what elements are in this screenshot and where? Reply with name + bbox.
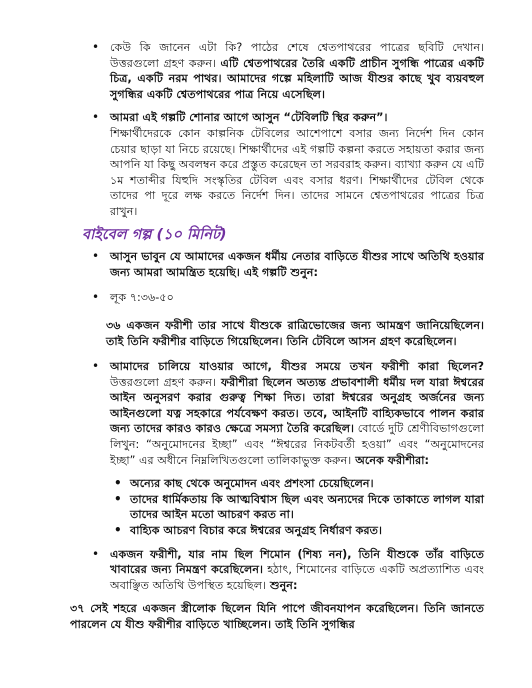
list-item: • অন্যের কাছ থেকে অনুমোদন এবং প্রশংসা চেয়েছিলেন। xyxy=(114,476,374,491)
bullet-icon: • xyxy=(92,359,100,374)
bullet-alabaster-question xyxy=(84,40,484,102)
bullet-icon: • xyxy=(92,290,100,305)
bullet-intro xyxy=(84,249,484,280)
paragraph: একজন ফরীশী, যার নাম ছিল শিমোন (শিষ্য নন), তিনি যীশুকে তাঁর বাড়িতে খাবারের জন্য নিমন্ত্রণ করেছিলেন। হঠাৎ, শিমোনের বাড়িতে একটি অপ্রত্যাশিত এবং অবাঞ্ছিত অতিথি উপস্থিত হয়েছিল। শুনুন: xyxy=(110,547,484,592)
paragraph: আমরা এই গল্পটি শোনার আগে আসুন “টেবিলটি স্থির করুন”। শিক্ষার্থীদেরকে কোন কাল্পনিক টেবিলের আশেপাশে বসার জন্য নির্দেশ দিন কোন চেয়ার ছাড়া যা নিচে রয়েছে। শিক্ষার্থীদের এই গল্পটি কল্পনা করতে সহায়তা করার জন্য আপনি যা কিছু অবলম্বন করে প্রস্তুত করেছেন তা সরবরাহ করুন। ব্যাখ্যা করুন যে এটি ১ম শতাব্দীর যিহুদি সংস্কৃতির টেবিল এবং বসার ধরণ। শিক্ষার্থীদের টেবিল থেকে তাদের পা দূরে লক্ষ করতে নির্দেশ দিন। তাদের সামনে শ্বেতপাথরের পাত্রের চিত্র রাখুন। xyxy=(110,111,484,218)
bullet-pharisees xyxy=(84,359,484,468)
bullet-scripture-reference xyxy=(84,290,484,306)
bullet-icon: • xyxy=(92,249,100,264)
bullet-icon: • xyxy=(92,40,100,54)
bullet-icon: • xyxy=(92,110,100,125)
verse-37: ৩৭ সেই শহরে একজন স্ত্রীলোক ছিলেন যিনি পাপে জীবনযাপন করেছিলেন। তিনি জানতে পারলেন যে যীশু ফরীশীর বাড়িতে খাচ্ছিলেন। তাই তিনি সুগন্ধির xyxy=(70,602,484,631)
bullet-icon: • xyxy=(92,546,100,561)
bullet-icon: • xyxy=(114,476,122,491)
pharisee-traits-list xyxy=(110,476,484,538)
bullet-icon: • xyxy=(114,523,122,538)
list-item: • তাদের ধার্মিকতায় কি আত্মবিশ্বাস ছিল এবং অন্যদের দিকে তাকাতে লাগল যারা তাদের আইন মতো আচরণ করত না। xyxy=(114,491,484,522)
paragraph: কেউ কি জানেন এটা কি? পাঠের শেষে শ্বেতপাথরের পাত্রের ছবিটি দেখান। উত্তরগুলো গ্রহণ করুন। এটি শ্বেতপাথরের তৈরি একটি প্রাচীন সুগন্ধি পাত্রের একটি চিত্র, একটি নরম পাথর। আমাদের গল্পে মহিলাটি আজ যীশুর কাছে খুব ব্যয়বহুল সুগন্ধির একটি শ্বেতপাথরের পাত্র নিয়ে এসেছিল। xyxy=(110,41,484,101)
verse-36: ৩৬ একজন ফরীশী তার সাথে যীশুকে রাত্রিভোজের জন্য আমন্ত্রণ জানিয়েছিলেন। তাই তিনি ফরীশীর বাড়িতে গিয়েছিলেন। তিনি টেবিলে আসন গ্রহণ করেছিলেন। xyxy=(106,318,484,348)
bullet-set-table xyxy=(84,110,484,219)
scripture-reference: লূক ৭:৩৬-৫০ xyxy=(110,291,174,305)
list-item: • বাহ্যিক আচরণ বিচার করে ঈশ্বরের অনুগ্রহ নির্ধারণ করত। xyxy=(114,523,383,538)
bullet-icon: • xyxy=(114,491,122,506)
section-heading: বাইবেল গল্প (১০ মিনিট) xyxy=(82,226,227,243)
paragraph: আমাদের চালিয়ে যাওয়ার আগে, যীশুর সময়ে তখন ফরীশী কারা ছিলেন? উত্তরগুলো গ্রহণ করুন। ফরীশীরা ছিলেন অত্যন্ত প্রভাবশালী ধর্মীয় দল যারা ঈশ্বরের আইন অনুসরণ করার গুরুত্ব শিক্ষা দিত। তারা ঈশ্বরের অনুগ্রহ অর্জনের জন্য আইনগুলো যত্ন সহকারে পর্যবেক্ষণ করত। তবে, আইনটি বাহ্যিকভাবে পালন করার জন্য তাদের কারও কারও ক্ষেত্রে সমস্যা তৈরি করেছিল। বোর্ডে দুটি শ্রেণীবিভাগগুলো লিখুন: “অনুমোদনের ইচ্ছা” এবং “ঈশ্বরের নিকটবর্তী হওয়া” এবং “অনুমোদনের ইচ্ছা” এর অধীনে নিম্নলিখিতগুলো তালিকাভুক্ত করুন। অনেক ফরীশীরা: xyxy=(110,360,484,467)
paragraph: আসুন ভাবুন যে আমাদের একজন ধর্মীয় নেতার বাড়িতে যীশুর সাথে অতিথি হওয়ার জন্য আমরা আমন্ত্রিত হয়েছি। এই গল্পটি শুনুন: xyxy=(110,250,484,279)
bullet-simon xyxy=(84,547,484,594)
